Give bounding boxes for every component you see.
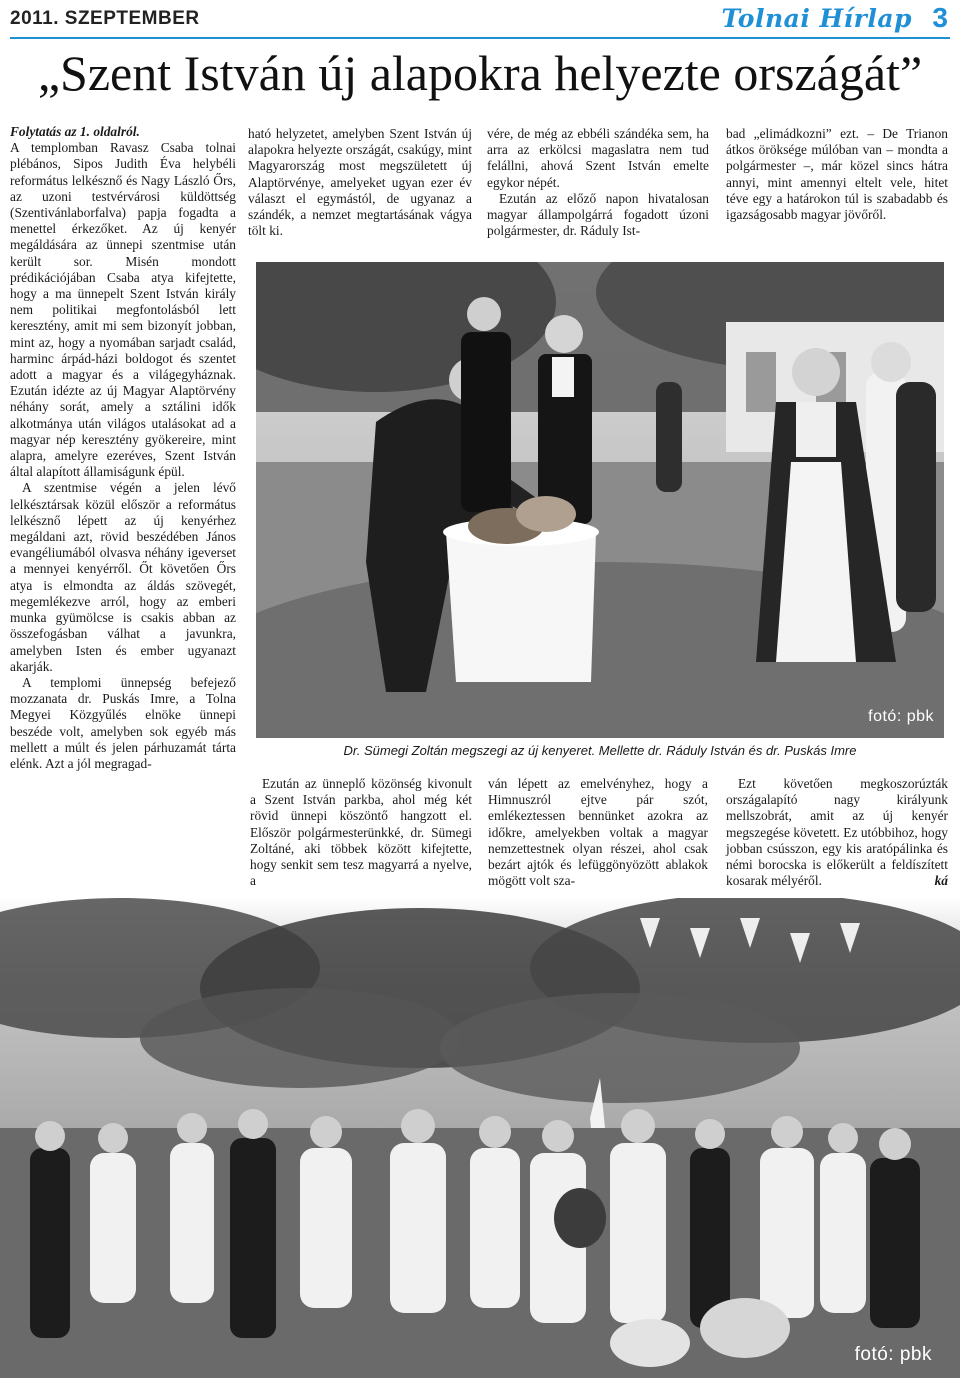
paragraph: ható helyzetet, amelyben Szent István új alapokra helyezte országát, csakúgy, mint Magyarország most megszületett új Alaptörvénye, amelyeket ugyan ezer év választ el egymástól, de ugyanaz a szándék, a nemzet megtartásának vágya tölt ki. bbox=[248, 126, 472, 239]
page-number: 3 bbox=[932, 2, 948, 33]
photo-bread-cutting-image bbox=[256, 262, 944, 738]
photo-folk-crowd bbox=[0, 898, 960, 1378]
paragraph: bad „elimádkozni” ezt. – De Trianon átkos öröksége múlóban van – mondta a polgármester –, már közel sincs hátra annyi, mint amennyi eltelt vele, hitet téve egy a határokon túl is szabadabb és igazságosabb magyar jövőről. bbox=[726, 126, 948, 223]
article-headline: „Szent István új alapokra helyezte országát” bbox=[37, 45, 923, 101]
paragraph bbox=[726, 776, 948, 889]
article-column-4-top bbox=[726, 126, 948, 223]
article-column-1 bbox=[10, 124, 236, 772]
article-column-3-bottom bbox=[488, 776, 708, 889]
paragraph: A templomi ünnepség befejező mozzanata dr. Puskás Imre, a Tolna Megyei Közgyűlés elnöke ünnepi beszéde volt, amelyben sok egyéb más mellett a múlt és jelen párhuzamát tárta elénk. Azt a jól megragad- bbox=[10, 674, 236, 771]
paragraph: A templomban Ravasz Csaba tolnai plébános, Sipos Judith Éva helybéli református lelkésznő és Nagy László Őrs, az uzoni testvérvárosi küldöttség (Szentivánlaborfalva) papja fogadta a menettel érkezőket. Az új kenyér megáldására az ünnepi szentmise után került sor. Misén mondott prédikációjában Csaba atya kifejtette, hogy a ma ünnepelt Szent István király nem politikai megfontolásból lett keresztény, amit mi sem bizonyít jobban, mint az, hogy a nyomában sarjadt család, harminc árpád-házi boldogot és szentet adott a magyar és a világegyháznak. Ezután idézte az új Magyar Alaptörvény néhány sorát, amely a sztálini idők alkotmánya után világos utalásokat ad a magyar nép keresztény gyökereire, mint alapra, amelyre ezeréves, Szent István által alapított államiságunk épül. bbox=[10, 140, 236, 480]
photo-credit: fotó: pbk bbox=[854, 1344, 932, 1365]
continuation-note: Folytatás az 1. oldalról. bbox=[10, 124, 140, 139]
photo-folk-crowd-image bbox=[0, 898, 960, 1378]
article-column-3-top bbox=[487, 126, 709, 239]
masthead-logo: Tolnai Hírlap bbox=[721, 4, 912, 33]
article-column-4-bottom bbox=[726, 776, 948, 889]
photo-caption: Dr. Sümegi Zoltán megszegi az új kenyeret. Mellette dr. Ráduly István és dr. Puskás Imre bbox=[343, 743, 857, 758]
article-column-2-top bbox=[248, 126, 472, 239]
header-rule bbox=[10, 37, 950, 39]
photo-credit: fotó: pbk bbox=[868, 708, 934, 725]
paragraph-text: Ezt követően megkoszorúzták országalapító nagy királyunk mellszobrát, amit az új kenyér megszegése követett. Ez utóbbihoz, hogy jobban csússzon, egy kis aratópálinka és némi borocska is előkerült a feldíszített kosarak mélyéről. bbox=[726, 776, 948, 889]
paragraph: Ezután az előző napon hivatalosan magyar állampolgárrá fogadott úzoni polgármester, dr. Ráduly Ist- bbox=[487, 190, 709, 239]
photo-bread-cutting bbox=[256, 262, 944, 738]
paragraph: ván lépett az emelvényhez, hogy a Himnuszról ejtve pár szót, emlékeztessen bennünket azokra az időkre, amelyekben voltak a magyar nemzettestnek olyan részei, ahol csak bezárt ajtók és lefüggönyözött ablakok mögött volt sza- bbox=[488, 776, 708, 889]
paragraph: Ezután az ünneplő közönség kivonult a Szent István parkba, ahol még két rövid ünnepi köszöntő hangzott el. Először polgármesterünkké, dr. Sümegi Zoltáné, aki többek között kifejtette, hogy senkit sem tesz magyarrá a nyelve, a bbox=[250, 776, 472, 889]
paragraph: A szentmise végén a jelen lévő lelkésztársak közül először a református lelkésznő lépett az új kenyérhez megáldani azt, rövid beszédében János evangéliumából olvasva néhány igeverset a mennyei kenyérről. Őt követően Őrs atya is elmondta az áldás szövegét, megemlékezve arról, hogy az emberi munka gyümölcse is csakis abban az összefogásban válhat a javunkra, amelyben Isten és ember ugyanazt akarják. bbox=[10, 480, 236, 674]
issue-date: 2011. SZEPTEMBER bbox=[10, 8, 200, 29]
article-column-2-bottom bbox=[250, 776, 472, 889]
paragraph: vére, de még az ebbéli szándéka sem, ha arra az erkölcsi magaslatra nem tud felállni, ahová Szent István emelte egykor népét. bbox=[487, 126, 709, 190]
page-header bbox=[10, 4, 950, 34]
author-initials: ká bbox=[934, 873, 948, 889]
